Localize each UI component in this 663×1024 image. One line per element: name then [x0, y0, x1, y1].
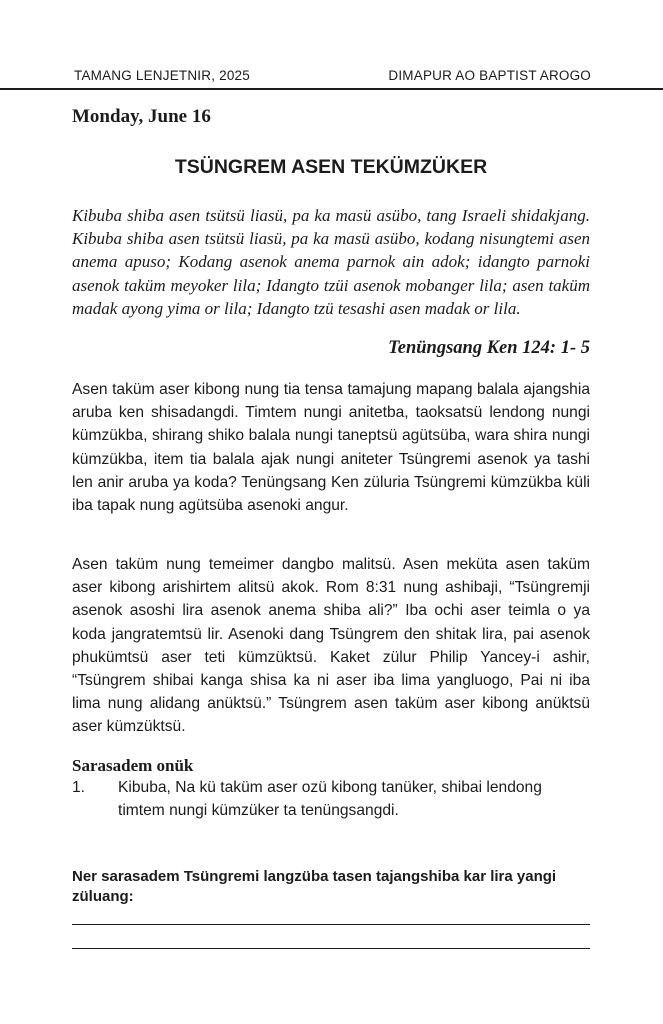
devotion-date: Monday, June 16: [72, 106, 211, 127]
answer-line: [72, 948, 590, 949]
scripture-reference: Tenüngsang Ken 124: 1- 5: [388, 338, 590, 358]
writing-prompt: Ner sarasadem Tsüngremi langzüba tasen tajangshiba kar lira yangi züluang:: [72, 868, 557, 905]
devotion-title: TSÜNGREM ASEN TEKÜMZÜKER: [174, 156, 488, 178]
answer-line: [72, 924, 590, 925]
page-header: [74, 66, 591, 86]
body-paragraph-1: Asen taküm aser kibong nung tia tensa tamajung mapang balala ajangshia aruba ken shisadangdi. Timtem nungi anitetba, taoksatsü lendong nungi kümzükba, shirang shiko balala nungi taneptsü agütsüba, wara shira nungi kümzükba, item tia balala ajak nungi aniteter Tsüngremi asenok ya tashi len anir aruba ya koda? Tenüngsang Ken züluria Tsüngremi kümzükba küli iba tapak nung agütsüba asenoki angur.: [72, 381, 590, 515]
reflection-section-title: Sarasadem onük: [72, 756, 194, 775]
header-publisher: DIMAPUR AO BAPTIST AROGO: [388, 68, 591, 83]
reflection-item-text: Kibuba, Na kü taküm aser ozü kibong tanüker, shibai lendong timtem nungi kümzüker ta tenüngsangdi.: [118, 779, 542, 820]
header-divider: [0, 88, 663, 90]
body-paragraph-2: Asen taküm nung temeimer dangbo malitsü. Asen meküta asen taküm aser kibong arishirtem alitsü akok. Rom 8:31 nung ashibaji, “Tsüngremji asenok asoshi lira asenok anema shiba ali?” Iba ochi aser teimla o ya koda jangratemtsü lir. Asenoki dang Tsüngrem den shitak lira, pai asenok phukümtsü aser teti kümzüktsü. Kaket zülur Philip Yancey-i ashir, “Tsüngrem shibai kanga shisa ka ni aser iba lima yangluogo, Pai ni iba lima nung alidang anüktsü.” Tsüngrem asen taküm aser kibong anüktsü aser kümzüktsü.: [72, 556, 590, 736]
scripture-passage: Kibuba shiba asen tsütsü liasü, pa ka masü asübo, tang Israeli shidakjang. Kibuba shiba asen tsütsü liasü, pa ka masü asübo, kodang nisungtemi asen anema apuso; Kodang asenok anema parnok ain adok; idangto parnoki asenok taküm meyoker lila; Idangto tzüi asenok mobanger lila; asen taküm madak ayong yima or lila; Idangto tzü tesashi asen madak or lila.: [72, 206, 590, 318]
reflection-item-number: 1.: [72, 779, 86, 796]
header-publication-title: TAMANG LENJETNIR, 2025: [74, 68, 250, 83]
